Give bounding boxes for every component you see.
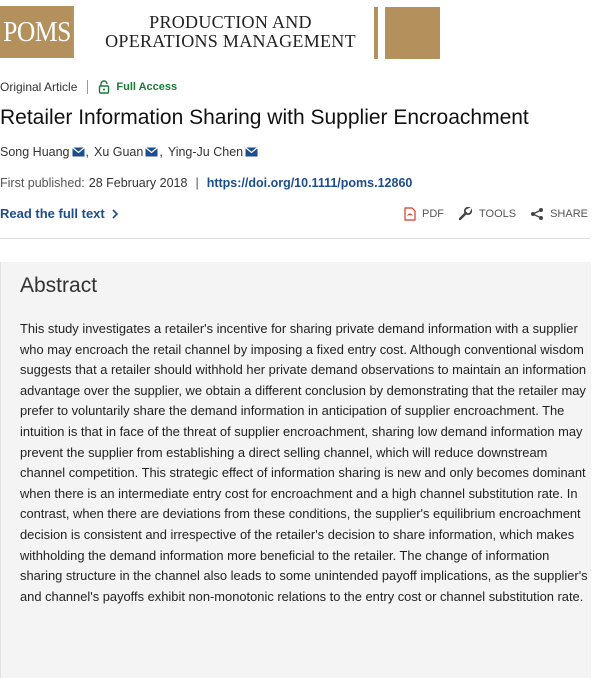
article-tools xyxy=(390,206,588,221)
section-divider xyxy=(0,238,590,239)
publication-info xyxy=(0,176,412,190)
doi-link[interactable]: https://doi.org/10.1111/poms.12860 xyxy=(206,176,413,190)
envelope-icon xyxy=(72,147,85,157)
published-label: First published: xyxy=(0,176,85,190)
author-link[interactable] xyxy=(94,145,158,159)
poms-logo: POMS xyxy=(0,6,74,58)
envelope-icon xyxy=(245,147,258,157)
article-title: Retailer Information Sharing with Supplier Encroachment xyxy=(0,106,529,129)
share-label: SHARE xyxy=(550,207,588,220)
author-link[interactable] xyxy=(168,145,258,159)
author-link[interactable] xyxy=(0,145,85,159)
open-lock-icon xyxy=(98,80,110,94)
banner-decoration-thin xyxy=(374,7,378,59)
envelope-icon xyxy=(145,147,158,157)
share-button[interactable] xyxy=(530,207,588,221)
pdf-label: PDF xyxy=(422,207,444,220)
author-list xyxy=(0,145,258,159)
banner-decoration-thick xyxy=(385,7,440,59)
journal-title xyxy=(93,13,368,51)
pdf-icon xyxy=(404,207,416,221)
read-full-text-link[interactable] xyxy=(0,206,119,221)
author-name: Song Huang xyxy=(0,145,70,159)
pub-separator: | xyxy=(195,176,199,190)
author-separator: , xyxy=(159,145,163,159)
author-name: Xu Guan xyxy=(94,145,144,159)
abstract-panel xyxy=(0,262,591,678)
read-full-text-label: Read the full text xyxy=(0,206,105,221)
author-separator: , xyxy=(85,145,89,159)
wrench-icon xyxy=(458,206,473,221)
published-date: 28 February 2018 xyxy=(88,176,188,190)
abstract-body: This study investigates a retailer's incentive for sharing private demand information with a supplier who may encroach the retail channel by imposing a fixed entry cost. Although conventional wisdom suggests that a retailer should withhold her private demand observations to maintain an information advantage over the supplier, we obtain a different conclusion by demonstrating that the retailer may prefer to voluntarily share the demand information in anticipation of supplier encroachment. The intuition is that in face of the threat of supplier encroachment, sharing low demand information may prevent the supplier from establishing a direct selling channel, which will reduce downstream channel competition. This strategic effect of information sharing is new and only becomes dominant when there is an intermediate entry cost for encroachment and a high channel substitution rate. In contrast, when there are deviations from these conditions, the supplier's equilibrium encroachment decision is consistent and irrespective of the retailer's decision to share information, which makes withholding the demand information more beneficial to the retailer. The change of information sharing structure in the channel also leads to some unintended payoff implications, as the supplier's and channel's payoffs exhibit non‐monotonic relations to the entry cost or channel substitution rate. xyxy=(20,321,588,604)
article-meta xyxy=(0,80,177,94)
tools-label: TOOLS xyxy=(479,207,517,220)
tools-button[interactable] xyxy=(458,206,516,221)
article-type: Original Article xyxy=(0,80,78,94)
abstract-heading: Abstract xyxy=(20,274,98,297)
author-name: Ying‐Ju Chen xyxy=(167,145,244,159)
share-icon xyxy=(530,207,544,221)
journal-title-line1: PRODUCTION AND xyxy=(149,12,312,32)
meta-divider xyxy=(87,80,88,94)
pdf-button[interactable] xyxy=(404,207,444,221)
journal-title-line2: OPERATIONS MANAGEMENT xyxy=(105,31,356,51)
access-badge: Full Access xyxy=(116,81,178,93)
journal-banner[interactable] xyxy=(0,0,600,66)
chevron-right-icon xyxy=(111,209,119,219)
